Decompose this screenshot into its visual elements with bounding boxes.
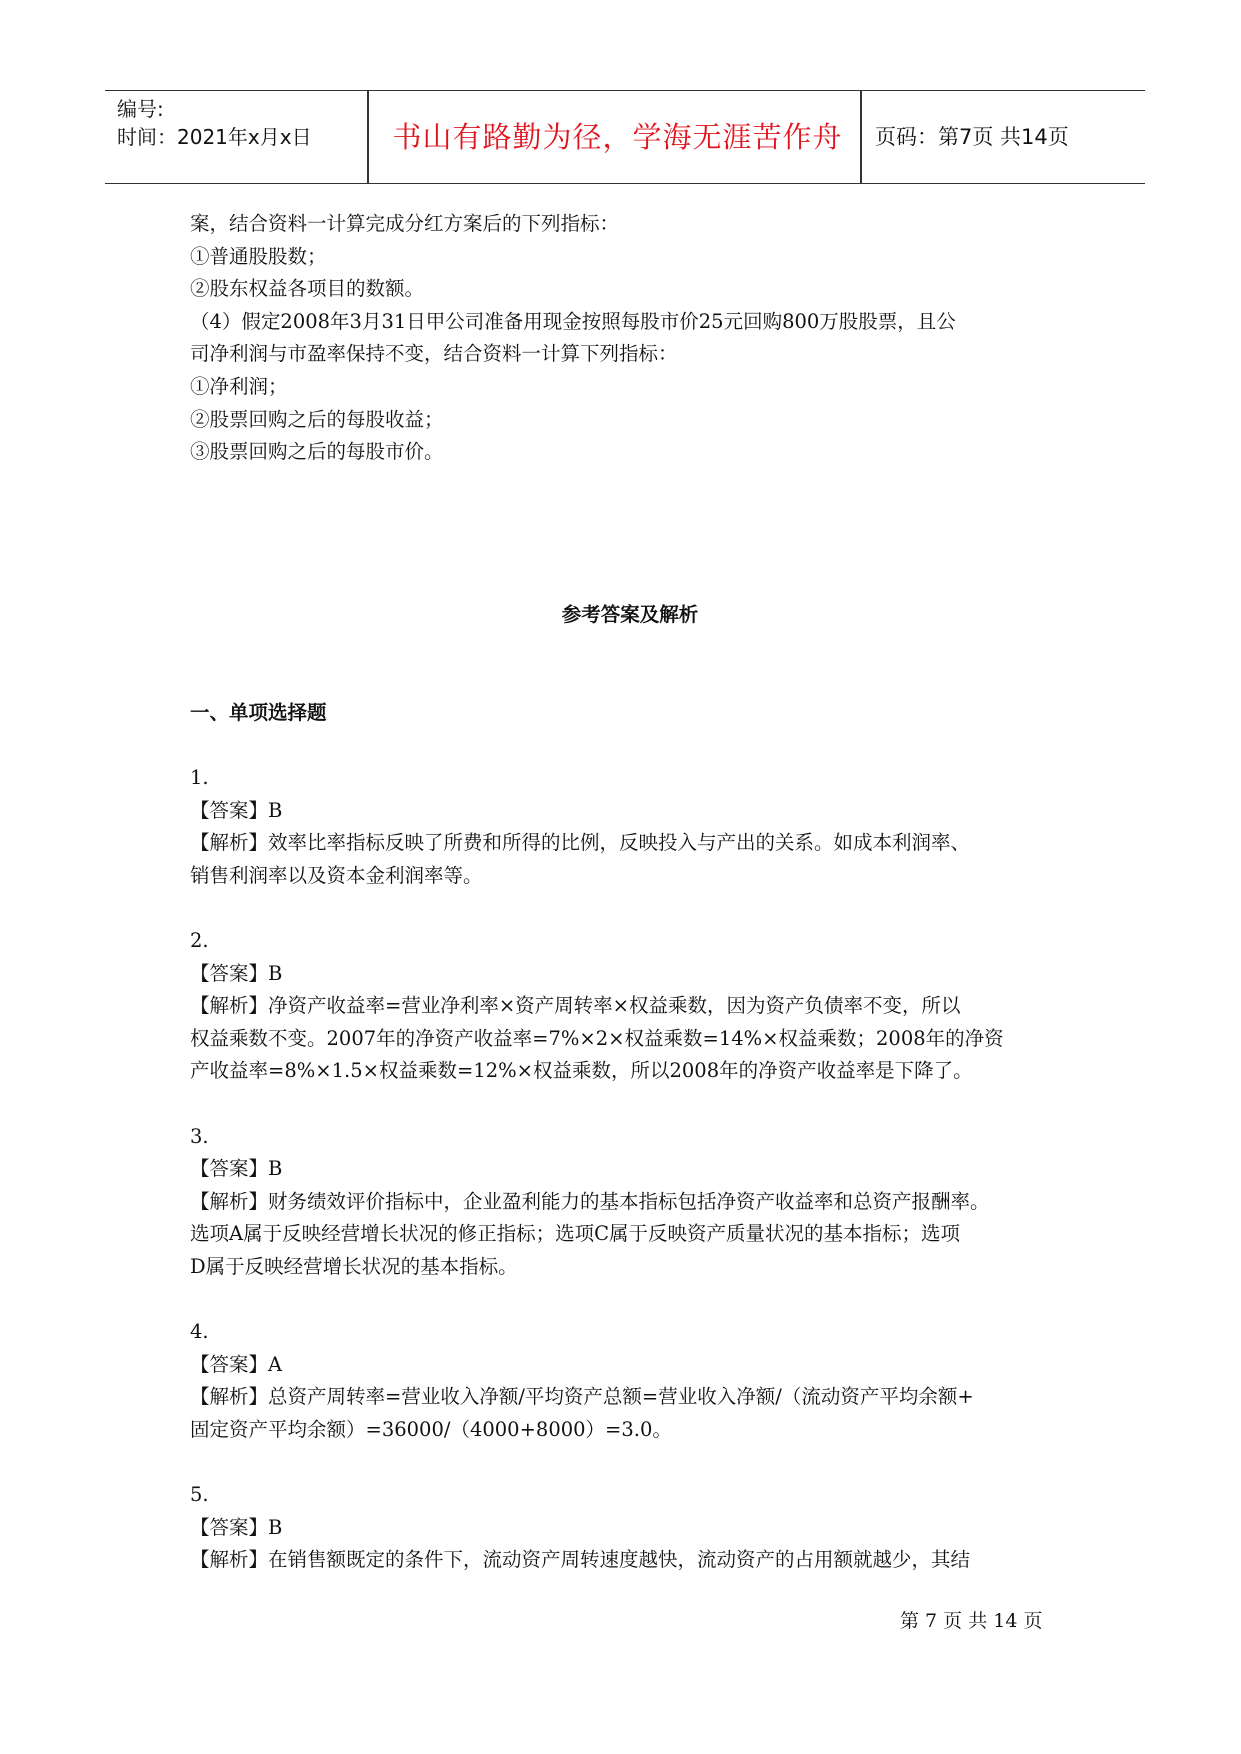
analysis-line: 【解析】效率比率指标反映了所费和所得的比例，反映投入与产出的关系。如成本利润率、 (190, 831, 971, 855)
analysis-line: 【解析】总资产周转率=营业收入净额/平均资产总额=营业收入净额/（流动资产平均余额+ (190, 1385, 974, 1409)
question-number: 1. (190, 766, 209, 790)
text-line: ②股票回购之后的每股收益； (190, 407, 444, 431)
answer-label: 【答案】B (190, 798, 283, 822)
number-label: 编号: (117, 97, 164, 121)
analysis-line: 销售利润率以及资本金利润率等。 (190, 863, 483, 887)
answers-title: 参考答案及解析 (561, 603, 699, 627)
text-line: ①净利润； (190, 374, 288, 398)
answer-label: 【答案】B (190, 961, 283, 985)
text-line: 案，结合资料一计算完成分红方案后的下列指标： (190, 212, 620, 235)
text-line: 司净利润与市盈率保持不变，结合资料一计算下列指标： (190, 342, 678, 366)
question-number: 4. (190, 1320, 209, 1344)
analysis-line: 【解析】财务绩效评价指标中，企业盈利能力的基本指标包括净资产收益率和总资产报酬率。 (190, 1189, 990, 1213)
header-motto: 书山有路勤为径，学海无涯苦作舟 (392, 120, 843, 154)
answer-item (190, 925, 1070, 1088)
time-label: 时间：2021年x月x日 (117, 125, 312, 149)
analysis-line: 【解析】在销售额既定的条件下，流动资产周转速度越快，流动资产的占用额就越少，其结 (190, 1548, 971, 1572)
question-number: 2. (190, 929, 209, 953)
page-header (105, 90, 1145, 184)
analysis-line: D属于反映经营增长状况的基本指标。 (190, 1255, 518, 1278)
section-title: 一、单项选择题 (190, 700, 327, 724)
text-line: （4）假定2008年3月31日甲公司准备用现金按照每股市价25元回购800万股股票，且公 (190, 309, 956, 333)
analysis-line: 产收益率=8%×1.5×权益乘数=12%×权益乘数，所以2008年的净资产收益率是下降了。 (190, 1059, 973, 1083)
header-meta (117, 95, 312, 151)
page-code: 页码：第7页 共14页 (875, 125, 1069, 149)
question-number: 5. (190, 1483, 209, 1507)
answer-item (190, 1316, 1070, 1446)
analysis-line: 【解析】净资产收益率=营业净利率×资产周转率×权益乘数，因为资产负债率不变，所以 (190, 994, 961, 1018)
analysis-line: 选项A属于反映经营增长状况的修正指标；选项C属于反映资产质量状况的基本指标；选项 (190, 1222, 961, 1246)
answer-item (190, 762, 1070, 892)
answer-label: 【答案】B (190, 1515, 283, 1539)
analysis-line: 权益乘数不变。2007年的净资产收益率=7%×2×权益乘数=14%×权益乘数；2008年的净资 (190, 1026, 1004, 1050)
analysis-line: 固定资产平均余额）=36000/（4000+8000）=3.0。 (190, 1417, 672, 1441)
answer-label: 【答案】B (190, 1157, 283, 1181)
answer-item (190, 1121, 1070, 1284)
text-line: ③股票回购之后的每股市价。 (190, 440, 444, 464)
header-divider (367, 91, 369, 183)
text-line: ①普通股股数； (190, 244, 327, 268)
page-footer: 第 7 页 共 14 页 (900, 1610, 1043, 1632)
header-divider (860, 91, 862, 183)
question-number: 3. (190, 1124, 209, 1148)
answer-label: 【答案】A (190, 1352, 283, 1376)
document-body (190, 208, 1070, 1577)
text-line: ②股东权益各项目的数额。 (190, 277, 425, 301)
answer-item (190, 1479, 1070, 1577)
